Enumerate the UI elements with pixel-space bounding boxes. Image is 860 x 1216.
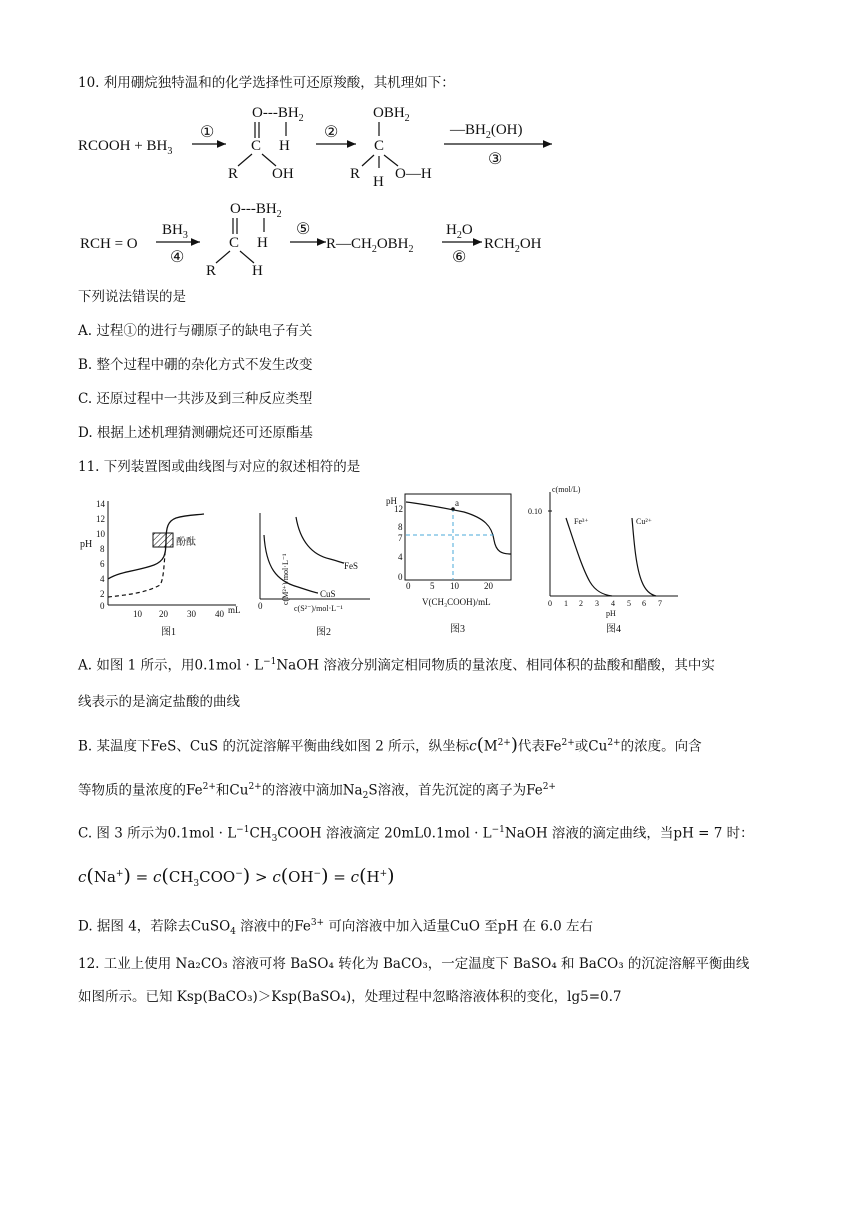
- step-3-label: ③: [488, 151, 503, 168]
- svg-text:10: 10: [133, 609, 142, 619]
- svg-text:20: 20: [484, 581, 493, 591]
- svg-text:R—CH2OBH2: $R—CH_2OBH_2$: [326, 236, 414, 255]
- svg-text:6: 6: [642, 599, 646, 608]
- svg-text:c(mol/L): c(mol/L): [552, 485, 581, 494]
- svg-text:0.10: 0.10: [528, 507, 542, 516]
- figure-4: [524, 482, 684, 641]
- svg-text:8: 8: [100, 544, 105, 554]
- svg-text:5: 5: [430, 581, 435, 591]
- svg-text:0: 0: [548, 599, 552, 608]
- svg-text:14: 14: [96, 499, 105, 509]
- svg-text:6: 6: [100, 559, 105, 569]
- svg-text:H2O: $H_2O$: [446, 222, 473, 241]
- fig1-indicator-box: [153, 533, 173, 547]
- mech-reactant: RCOOH + $BH_3$: [78, 138, 173, 157]
- svg-text:C: C: [251, 138, 262, 154]
- svg-text:C: C: [374, 138, 385, 154]
- svg-text:2: 2: [100, 589, 105, 599]
- int1-o-bh2: $O---BH_2$: [252, 105, 304, 124]
- svg-text:V(CH₃COOH)/mL: V(CH₃COOH)/mL: [422, 597, 491, 607]
- figure-3: [384, 490, 516, 641]
- svg-text:3: 3: [595, 599, 599, 608]
- fig4-fe-curve: [566, 518, 612, 596]
- q11-option-a: A. 如图 1 所示，用$0.1mol \cdot L^{-1}NaOH$ 溶液分别滴定相同物质的量浓度、相同体积的盐酸和醋酸，其中实: [78, 657, 715, 674]
- svg-text:10: 10: [450, 581, 459, 591]
- q10-option-a: A. 过程①的进行与硼原子的缺电子有关: [78, 323, 313, 339]
- svg-text:OH: OH: [272, 166, 294, 182]
- svg-text:pH: pH: [386, 496, 397, 506]
- figure-2: [246, 505, 380, 641]
- svg-text:0: 0: [100, 601, 105, 611]
- svg-text:BH3: $BH_3$: [162, 222, 188, 241]
- svg-text:Fe³⁺: Fe³⁺: [574, 517, 589, 526]
- fig2-fes-curve: [296, 517, 344, 563]
- q11-option-c-equation: $c(Na^+) = c(CH_3COO^-) > c(OH^-) = c(H^+)$: [78, 865, 395, 889]
- svg-text:O—H: O—H: [395, 166, 432, 182]
- fig2-caption: 图2: [316, 627, 331, 638]
- svg-text:7: 7: [398, 533, 403, 543]
- step-2-label: ②: [324, 124, 339, 141]
- svg-text:CuS: CuS: [320, 589, 336, 599]
- fig1-caption: 图1: [161, 627, 176, 638]
- svg-text:5: 5: [627, 599, 631, 608]
- svg-text:0: 0: [398, 572, 403, 582]
- svg-text:12: 12: [96, 514, 105, 524]
- svg-text:Cu²⁺: Cu²⁺: [636, 517, 652, 526]
- q10-option-c: C. 还原过程中一共涉及到三种反应类型: [78, 391, 313, 407]
- svg-text:pH: pH: [80, 539, 93, 550]
- svg-text:C: C: [229, 235, 240, 251]
- q10-option-b: B. 整个过程中硼的杂化方式不发生改变: [78, 357, 313, 373]
- svg-text:10: 10: [96, 529, 105, 539]
- svg-text:H: H: [252, 263, 263, 279]
- q11-option-b-cont: 等物质的量浓度的$Fe^{2+}$和$Cu^{2+}$的溶液中滴加$Na_2S$溶液，首先沉淀的离子为$Fe^{2+}$: [78, 782, 556, 802]
- svg-text:RCH2OH: $RCH_2OH$: [484, 236, 542, 255]
- svg-text:8: 8: [398, 522, 403, 532]
- step-6-label: ⑥: [452, 249, 467, 266]
- mechanism-diagram: [0, 0, 860, 290]
- svg-text:4: 4: [100, 574, 105, 584]
- svg-text:30: 30: [187, 609, 196, 619]
- svg-text:4: 4: [398, 552, 403, 562]
- q11-option-b: B. 某温度下FeS、CuS 的沉淀溶解平衡曲线如图 2 所示，纵坐标$c(M^{2+})$代表$Fe^{2+}$或$Cu^{2+}$的浓度。向含: [78, 734, 702, 756]
- figure-1: [76, 493, 246, 641]
- q11-option-d: D. 据图 4，若除去CuSO$_4$ 溶液中的$Fe^{3+}$ 可向溶液中加入适量CuO 至pH 在 6.0 左右: [78, 918, 594, 938]
- fig4-cu-curve: [632, 518, 656, 596]
- fig1-dashed-curve: [108, 541, 166, 597]
- svg-text:O---BH2: $O---BH_2$: [230, 201, 282, 220]
- svg-text:mL: mL: [228, 605, 241, 615]
- svg-text:2: 2: [579, 599, 583, 608]
- svg-text:酚酞: 酚酞: [176, 537, 196, 548]
- svg-text:OBH2: $OBH_2$: [373, 105, 410, 124]
- svg-text:R: R: [228, 166, 239, 182]
- q11-stem: 11. 下列装置图或曲线图与对应的叙述相符的是: [78, 459, 361, 475]
- step-4-label: ④: [170, 249, 185, 266]
- svg-text:c(S²⁻)/mol·L⁻¹: c(S²⁻)/mol·L⁻¹: [294, 604, 343, 613]
- step-1-label: ①: [200, 124, 215, 141]
- svg-text:0: 0: [258, 601, 263, 611]
- aldehyde: RCH = O: [80, 236, 138, 252]
- svg-text:0: 0: [406, 581, 411, 591]
- svg-text:FeS: FeS: [344, 561, 359, 571]
- svg-text:12: 12: [394, 504, 403, 514]
- q10-option-d: D. 根据上述机理猜测硼烷还可还原酯基: [78, 425, 313, 441]
- svg-text:R: R: [206, 263, 217, 279]
- q11-option-c: C. 图 3 所示为$0.1mol \cdot L^{-1}CH_3COOH$ 溶液滴定 $20mL0.1mol \cdot L^{-1}NaOH$ 溶液的滴定曲线，当pH = 7 时：: [78, 825, 754, 845]
- svg-text:H: H: [257, 235, 268, 251]
- svg-text:40: 40: [215, 609, 224, 619]
- fig4-caption: 图4: [606, 624, 621, 635]
- svg-text:1: 1: [564, 599, 568, 608]
- svg-text:H: H: [373, 174, 384, 190]
- step-3-reagent: $—BH_2(OH)$: [450, 122, 523, 141]
- fig2-cus-curve: [264, 535, 318, 593]
- svg-text:R: R: [350, 166, 361, 182]
- svg-text:a: a: [455, 498, 459, 508]
- q12-line-1: 12. 工业上使用 Na₂CO₃ 溶液可将 BaSO₄ 转化为 BaCO₃，一定温度下 BaSO₄ 和 BaCO₃ 的沉淀溶解平衡曲线: [78, 956, 750, 972]
- q10-stem: 10. 利用硼烷独特温和的化学选择性可还原羧酸，其机理如下：: [78, 75, 455, 91]
- svg-text:20: 20: [159, 609, 168, 619]
- step-5-label: ⑤: [296, 221, 311, 238]
- q11-option-a-cont: 线表示的是滴定盐酸的曲线: [78, 694, 240, 710]
- q12-line-2: 如图所示。已知 Ksp(BaCO₃)＞Ksp(BaSO₄)，处理过程中忽略溶液体积的变化，lg5=0.7: [78, 989, 622, 1005]
- svg-text:7: 7: [658, 599, 662, 608]
- q10-prompt: 下列说法错误的是: [78, 289, 186, 305]
- svg-text:4: 4: [611, 599, 615, 608]
- svg-text:c(M²⁺)/mol·L⁻¹: c(M²⁺)/mol·L⁻¹: [281, 553, 290, 605]
- fig3-curve: [406, 502, 511, 554]
- svg-text:H: H: [279, 138, 290, 154]
- fig3-caption: 图3: [450, 624, 465, 635]
- svg-text:pH: pH: [606, 609, 616, 618]
